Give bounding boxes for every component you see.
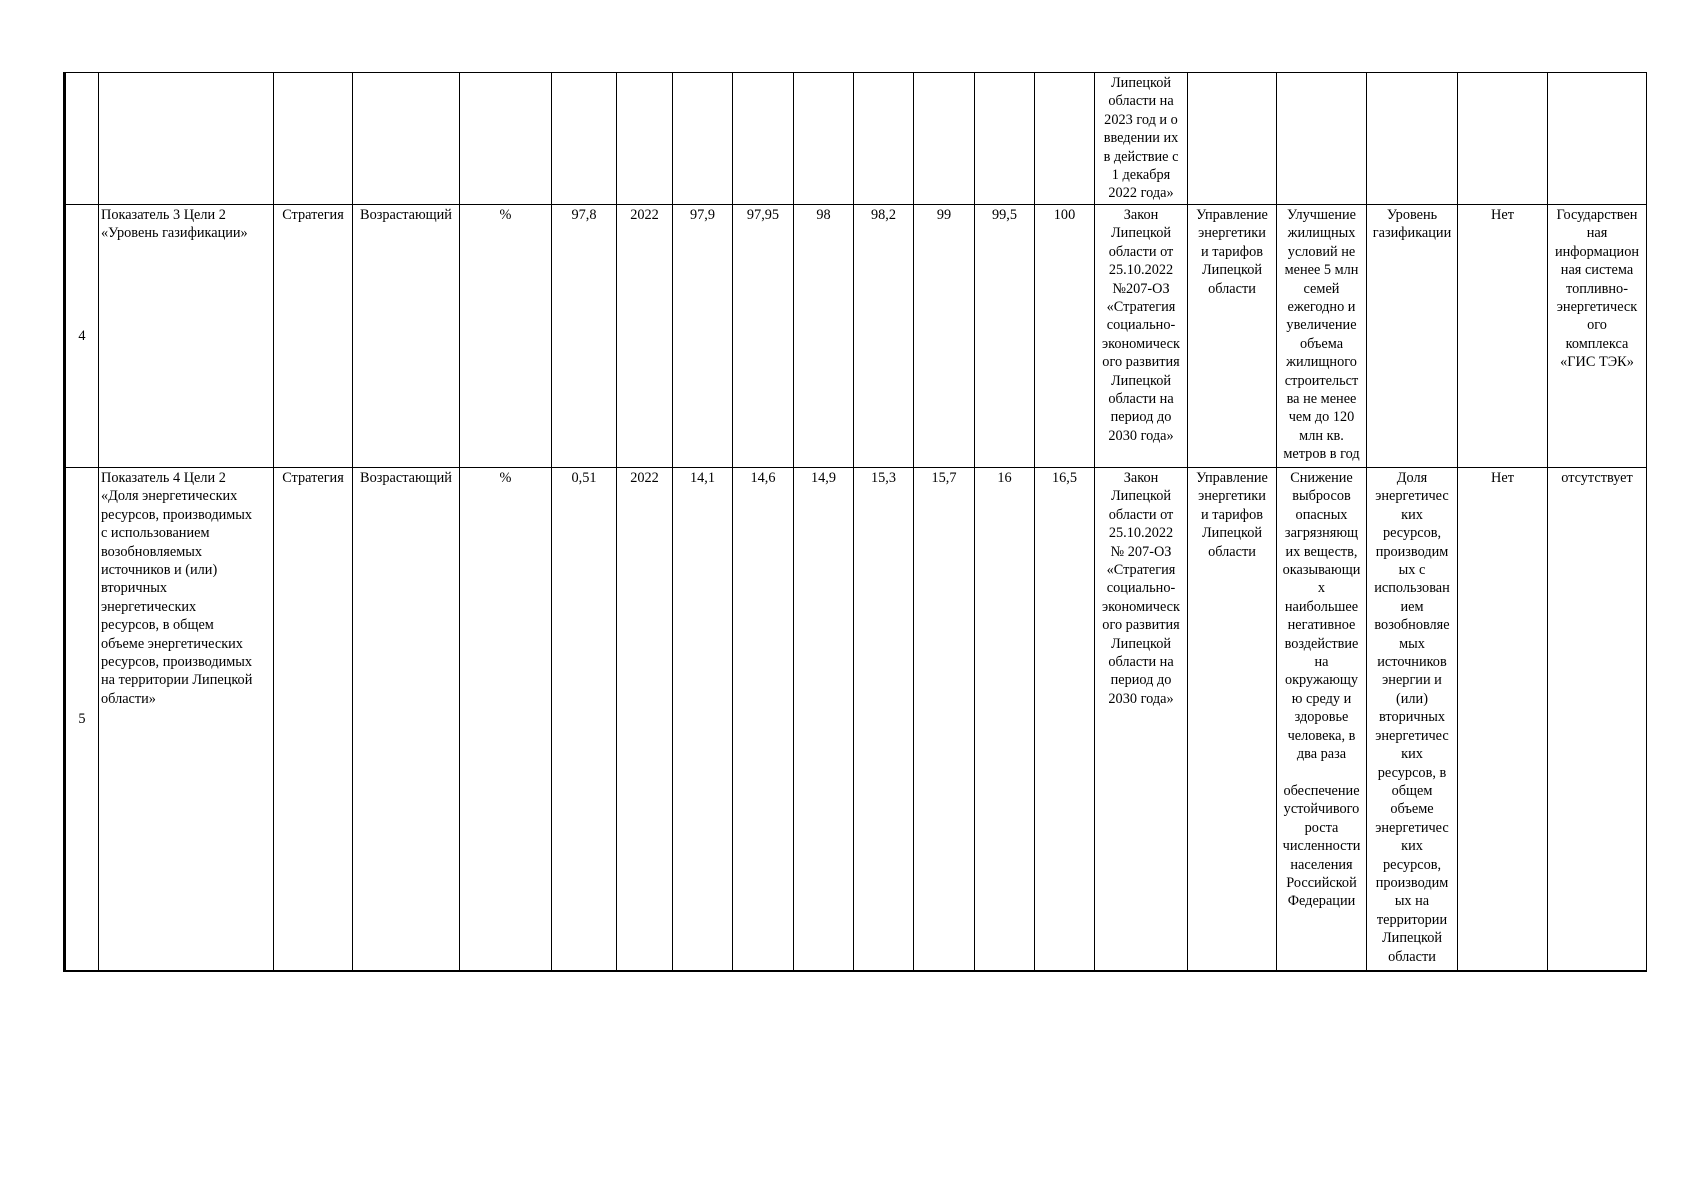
value-cell: 99 bbox=[914, 205, 975, 468]
value-cell: 16 bbox=[975, 468, 1035, 971]
value-cell: 16,5 bbox=[1035, 468, 1095, 971]
trend-cell: Возрастающий bbox=[353, 205, 460, 468]
value-cell bbox=[673, 73, 733, 205]
table-row bbox=[65, 468, 1647, 971]
source-cell bbox=[274, 73, 353, 205]
value-cell bbox=[733, 73, 794, 205]
linked-indicator-cell: Доля энергетичес ких ресурсов, производим ых с использован ием возобновляе мых источников энергии и (или) вторичных энергетичес ких ресурсов, в общем объеме энергетичес ких ресурсов, производим ых на территории Липецкой области bbox=[1367, 468, 1458, 971]
info-system-cell: Государствен ная информацион ная система топливно- энергетическ ого комплекса «ГИС ТЭК» bbox=[1548, 205, 1647, 468]
national-goal-cell bbox=[1277, 73, 1367, 205]
unit-cell: % bbox=[460, 205, 552, 468]
table-row bbox=[65, 205, 1647, 468]
linked-indicator-cell: Уровень газификации bbox=[1367, 205, 1458, 468]
document-cell: Закон Липецкой области от 25.10.2022 №207-ОЗ «Стратегия социально- экономическ ого развития Липецкой области на период до 2030 года» bbox=[1095, 205, 1188, 468]
info-system-flag-cell bbox=[1458, 73, 1548, 205]
value-cell: 100 bbox=[1035, 205, 1095, 468]
value-cell: 99,5 bbox=[975, 205, 1035, 468]
indicators-table bbox=[63, 72, 1647, 972]
base-year-cell: 2022 bbox=[617, 468, 673, 971]
source-cell: Стратегия bbox=[274, 205, 353, 468]
base-value-cell: 0,51 bbox=[552, 468, 617, 971]
value-cell: 15,7 bbox=[914, 468, 975, 971]
value-cell: 98,2 bbox=[854, 205, 914, 468]
info-system-cell: отсутствует bbox=[1548, 468, 1647, 971]
indicator-name-cell bbox=[99, 73, 274, 205]
info-system-flag-cell: Нет bbox=[1458, 205, 1548, 468]
indicator-name-cell: Показатель 3 Цели 2 «Уровень газификации» bbox=[99, 205, 274, 468]
info-system-cell bbox=[1548, 73, 1647, 205]
value-cell: 97,95 bbox=[733, 205, 794, 468]
base-value-cell: 97,8 bbox=[552, 205, 617, 468]
value-cell bbox=[1035, 73, 1095, 205]
value-cell bbox=[975, 73, 1035, 205]
national-goal-cell: Снижение выбросов опасных загрязняющ их веществ, оказывающи х наибольшее негативное воздействие на окружающу ю среду и здоровье человека, в два раза обеспечение устойчивого роста численности населения Российской Федерации bbox=[1277, 468, 1367, 971]
base-value-cell bbox=[552, 73, 617, 205]
trend-cell: Возрастающий bbox=[353, 468, 460, 971]
responsible-cell: Управление энергетики и тарифов Липецкой области bbox=[1188, 205, 1277, 468]
value-cell: 14,6 bbox=[733, 468, 794, 971]
base-year-cell: 2022 bbox=[617, 205, 673, 468]
responsible-cell: Управление энергетики и тарифов Липецкой области bbox=[1188, 468, 1277, 971]
value-cell bbox=[854, 73, 914, 205]
row-number: 4 bbox=[65, 205, 99, 468]
document-cell: Закон Липецкой области от 25.10.2022 № 207-ОЗ «Стратегия социально- экономическ ого развития Липецкой области на период до 2030 года» bbox=[1095, 468, 1188, 971]
base-year-cell bbox=[617, 73, 673, 205]
national-goal-cell: Улучшение жилищных условий не менее 5 млн семей ежегодно и увеличение объема жилищного строительст ва не менее чем до 120 млн кв. метров в год bbox=[1277, 205, 1367, 468]
value-cell bbox=[794, 73, 854, 205]
trend-cell bbox=[353, 73, 460, 205]
unit-cell: % bbox=[460, 468, 552, 971]
value-cell: 98 bbox=[794, 205, 854, 468]
unit-cell bbox=[460, 73, 552, 205]
row-number bbox=[65, 73, 99, 205]
value-cell bbox=[914, 73, 975, 205]
value-cell: 14,9 bbox=[794, 468, 854, 971]
document-cell: Липецкой области на 2023 год и о введении их в действие с 1 декабря 2022 года» bbox=[1095, 73, 1188, 205]
indicator-name-cell: Показатель 4 Цели 2 «Доля энергетических ресурсов, производимых с использованием возобновляемых источников и (или) вторичных энергетических ресурсов, в общем объеме энергетических ресурсов, производимых на территории Липецкой области» bbox=[99, 468, 274, 971]
value-cell: 15,3 bbox=[854, 468, 914, 971]
linked-indicator-cell bbox=[1367, 73, 1458, 205]
value-cell: 14,1 bbox=[673, 468, 733, 971]
responsible-cell bbox=[1188, 73, 1277, 205]
source-cell: Стратегия bbox=[274, 468, 353, 971]
value-cell: 97,9 bbox=[673, 205, 733, 468]
row-number: 5 bbox=[65, 468, 99, 971]
info-system-flag-cell: Нет bbox=[1458, 468, 1548, 971]
table-row bbox=[65, 73, 1647, 205]
